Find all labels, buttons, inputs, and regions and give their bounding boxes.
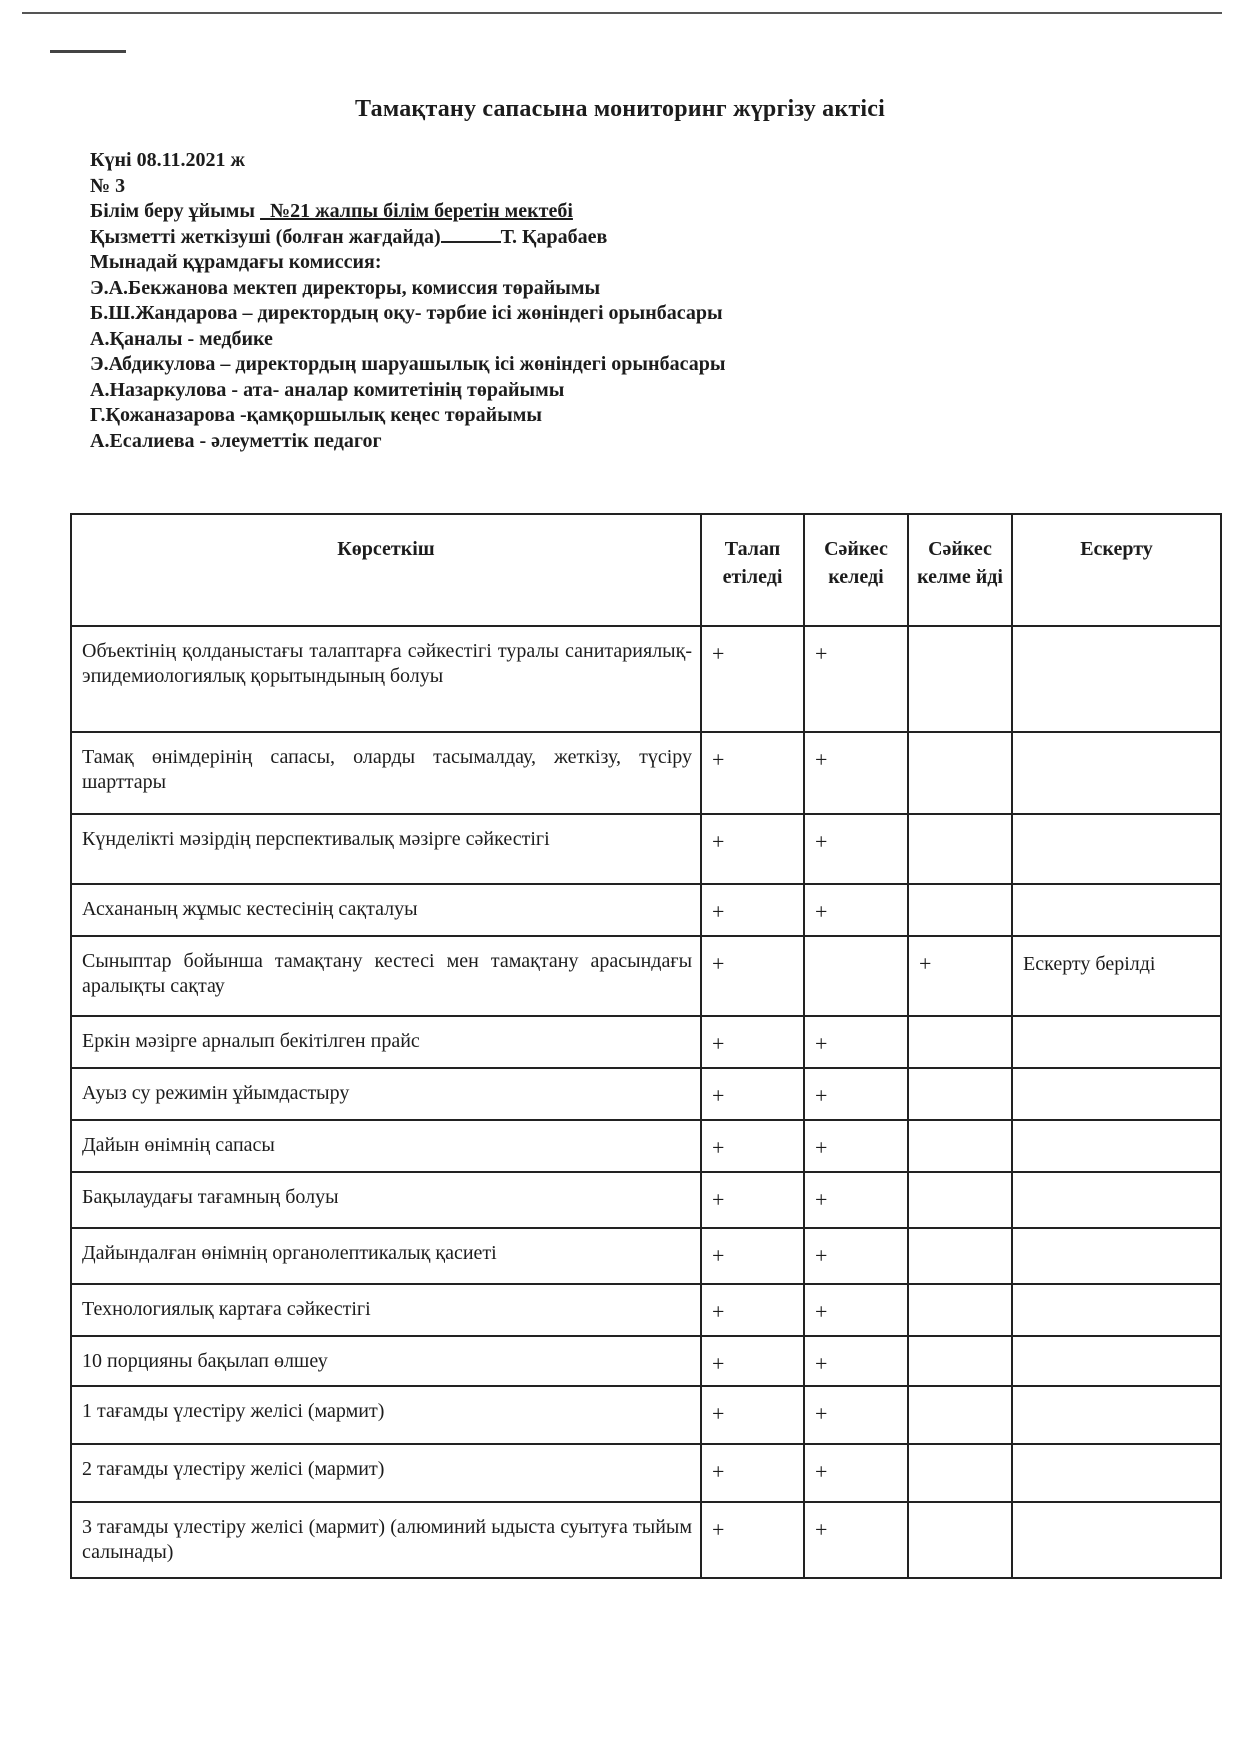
compliant-cell: + xyxy=(804,884,908,936)
organization-line xyxy=(90,199,1150,225)
indicator-cell: 2 тағамды үлестіру желісі (мармит) xyxy=(71,1444,701,1502)
table-row xyxy=(71,1120,1221,1172)
remark-cell xyxy=(1012,1444,1221,1502)
compliant-cell: + xyxy=(804,1284,908,1336)
commission-member: А.Қаналы - медбике xyxy=(90,327,273,350)
table-row xyxy=(71,1502,1221,1578)
compliant-cell: + xyxy=(804,626,908,732)
required-cell: + xyxy=(701,1068,804,1120)
indicator-cell: 3 тағамды үлестіру желісі (мармит) (алюминий ыдыста суытуға тыйым салынады) xyxy=(71,1502,701,1578)
remark-cell xyxy=(1012,1284,1221,1336)
table-row xyxy=(71,1228,1221,1284)
required-cell: + xyxy=(701,1336,804,1386)
noncompliant-cell xyxy=(908,1016,1012,1068)
remark-cell xyxy=(1012,884,1221,936)
header-compliant: Сәйкес келеді xyxy=(804,514,908,626)
remark-cell xyxy=(1012,1172,1221,1228)
indicator-cell: Асхананың жұмыс кестесінің сақталуы xyxy=(71,884,701,936)
required-cell: + xyxy=(701,732,804,814)
remark-cell xyxy=(1012,732,1221,814)
commission-member: А.Есалиева - әлеуметтік педагог xyxy=(90,429,382,452)
number-line: № 3 xyxy=(90,174,126,197)
indicator-cell: 10 порцияны бақылап өлшеу xyxy=(71,1336,701,1386)
remark-cell xyxy=(1012,1336,1221,1386)
indicator-cell: Бақылаудағы тағамның болуы xyxy=(71,1172,701,1228)
remark-cell xyxy=(1012,1016,1221,1068)
table-row xyxy=(71,1016,1221,1068)
table-row xyxy=(71,1386,1221,1444)
document-title: Тамақтану сапасына мониторинг жүргізу актісі xyxy=(355,96,885,122)
indicator-cell: Тамақ өнімдерінің сапасы, оларды тасымалдау, жеткізу, түсіру шарттары xyxy=(71,732,701,814)
noncompliant-cell xyxy=(908,814,1012,884)
noncompliant-cell: + xyxy=(908,936,1012,1016)
compliant-cell: + xyxy=(804,1016,908,1068)
remark-cell xyxy=(1012,1386,1221,1444)
noncompliant-cell xyxy=(908,1120,1012,1172)
commission-member: А.Назаркулова - ата- аналар комитетінің төрайымы xyxy=(90,378,565,401)
compliant-cell: + xyxy=(804,1444,908,1502)
supplier-label: Қызметті жеткізуші (болған жағдайда) xyxy=(90,225,441,248)
indicator-cell: Дайын өнімнің сапасы xyxy=(71,1120,701,1172)
required-cell: + xyxy=(701,884,804,936)
required-cell: + xyxy=(701,1284,804,1336)
indicator-cell: Күнделікті мәзірдің перспективалық мәзірге сәйкестігі xyxy=(71,814,701,884)
noncompliant-cell xyxy=(908,1284,1012,1336)
commission-label: Мынадай құрамдағы комиссия: xyxy=(90,251,382,273)
table-row xyxy=(71,936,1221,1016)
required-cell: + xyxy=(701,626,804,732)
compliant-cell: + xyxy=(804,1336,908,1386)
remark-cell xyxy=(1012,626,1221,732)
noncompliant-cell xyxy=(908,1444,1012,1502)
supplier-line xyxy=(90,225,1150,251)
table-row xyxy=(71,814,1221,884)
table-row xyxy=(71,884,1221,936)
commission-list xyxy=(90,276,1150,455)
header-noncompliant: Сәйкес келме йді xyxy=(908,514,1012,626)
compliant-cell: + xyxy=(804,1172,908,1228)
remark-cell xyxy=(1012,1120,1221,1172)
required-cell: + xyxy=(701,1228,804,1284)
supplier-blank xyxy=(441,225,501,243)
remark-cell xyxy=(1012,1068,1221,1120)
compliant-cell: + xyxy=(804,1068,908,1120)
noncompliant-cell xyxy=(908,1336,1012,1386)
date-line: Күні 08.11.2021 ж xyxy=(90,149,245,171)
table-row xyxy=(71,1068,1221,1120)
commission-member: Г.Қожаназарова -қамқоршылық кеңес төрайымы xyxy=(90,404,543,426)
document-header xyxy=(90,148,1150,454)
organization-name: №21 жалпы білім беретін мектебі xyxy=(270,200,573,222)
required-cell: + xyxy=(701,1386,804,1444)
required-cell: + xyxy=(701,1016,804,1068)
noncompliant-cell xyxy=(908,1386,1012,1444)
table-row xyxy=(71,626,1221,732)
compliant-cell: + xyxy=(804,1386,908,1444)
header-remark: Ескерту xyxy=(1012,514,1221,626)
table-header-row xyxy=(71,514,1221,626)
remark-cell xyxy=(1012,1502,1221,1578)
supplier-name: Т. Қарабаев xyxy=(500,225,608,248)
commission-member: Э.Абдикулова – директордың шаруашылық ісі жөніндегі орынбасары xyxy=(90,353,726,375)
noncompliant-cell xyxy=(908,1502,1012,1578)
indicator-cell: Сыныптар бойынша тамақтану кестесі мен тамақтану арасындағы аралықты сақтау xyxy=(71,936,701,1016)
organization-label: Білім беру ұйымы xyxy=(90,200,256,222)
compliant-cell: + xyxy=(804,1228,908,1284)
remark-cell: Ескерту берілді xyxy=(1012,936,1221,1016)
header-indicator: Көрсеткіш xyxy=(71,514,701,626)
indicator-cell: Технологиялық картаға сәйкестігі xyxy=(71,1284,701,1336)
noncompliant-cell xyxy=(908,626,1012,732)
indicator-cell: Дайындалған өнімнің органолептикалық қасиеті xyxy=(71,1228,701,1284)
noncompliant-cell xyxy=(908,1068,1012,1120)
table-row xyxy=(71,732,1221,814)
required-cell: + xyxy=(701,1502,804,1578)
required-cell: + xyxy=(701,814,804,884)
indicator-cell: 1 тағамды үлестіру желісі (мармит) xyxy=(71,1386,701,1444)
table-row xyxy=(71,1172,1221,1228)
commission-member: Э.А.Бекжанова мектеп директоры, комиссия төрайымы xyxy=(90,276,601,299)
noncompliant-cell xyxy=(908,732,1012,814)
table-row xyxy=(71,1444,1221,1502)
table-row xyxy=(71,1336,1221,1386)
noncompliant-cell xyxy=(908,1228,1012,1284)
commission-member: Б.Ш.Жандарова – директордың оқу- тәрбие ісі жөніндегі орынбасары xyxy=(90,302,723,324)
noncompliant-cell xyxy=(908,1172,1012,1228)
corner-mark xyxy=(50,50,126,53)
monitoring-table xyxy=(70,513,1222,1579)
compliant-cell: + xyxy=(804,814,908,884)
required-cell: + xyxy=(701,936,804,1016)
compliant-cell: + xyxy=(804,1120,908,1172)
required-cell: + xyxy=(701,1172,804,1228)
indicator-cell: Еркін мәзірге арналып бекітілген прайс xyxy=(71,1016,701,1068)
header-required: Талап етіледі xyxy=(701,514,804,626)
remark-cell xyxy=(1012,1228,1221,1284)
remark-cell xyxy=(1012,814,1221,884)
noncompliant-cell xyxy=(908,884,1012,936)
compliant-cell: + xyxy=(804,732,908,814)
indicator-cell: Объектінің қолданыстағы талаптарға сәйкестігі туралы санитариялық-эпидемиологиялық қорытындының болуы xyxy=(71,626,701,732)
indicator-cell: Ауыз су режимін ұйымдастыру xyxy=(71,1068,701,1120)
required-cell: + xyxy=(701,1444,804,1502)
required-cell: + xyxy=(701,1120,804,1172)
compliant-cell: + xyxy=(804,1502,908,1578)
table-row xyxy=(71,1284,1221,1336)
compliant-cell xyxy=(804,936,908,1016)
